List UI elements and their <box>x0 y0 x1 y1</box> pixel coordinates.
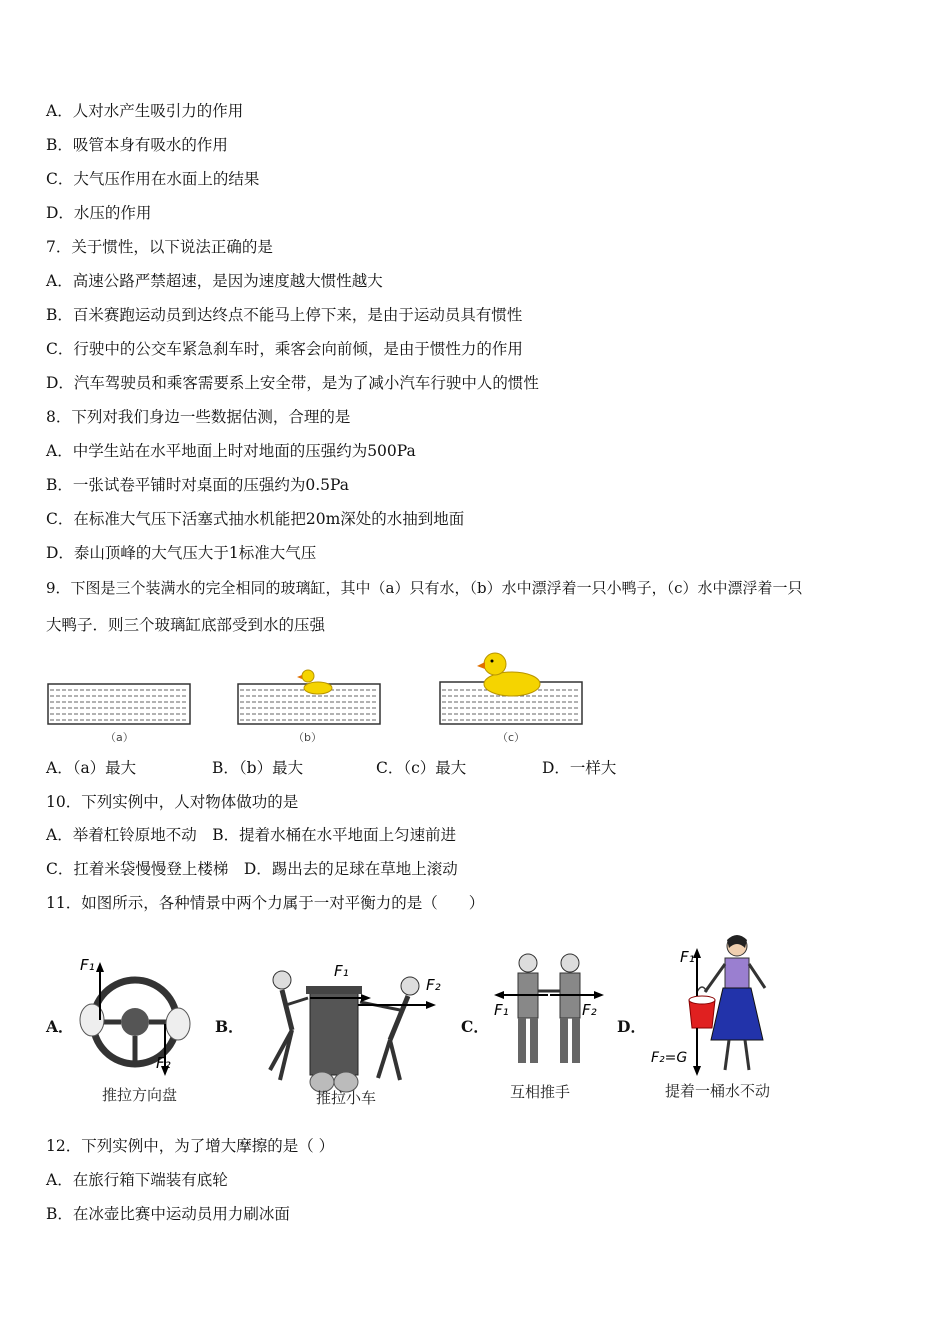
q9-stem-line1: 9．下图是三个装满水的完全相同的玻璃缸，其中（a）只有水，（b）水中漂浮着一只小鸭子，（c）水中漂浮着一只 <box>46 579 803 597</box>
q8-stem: 8．下列对我们身边一些数据估测，合理的是 <box>46 408 351 426</box>
q7-stem: 7．关于惯性，以下说法正确的是 <box>46 238 273 256</box>
fig-label-b: （b） <box>293 731 322 744</box>
bucket-icon <box>689 987 715 1028</box>
q12-option-b: B．在冰壶比赛中运动员用力刷冰面 <box>46 1205 290 1223</box>
q12-option-a: A．在旅行箱下端装有底轮 <box>46 1171 228 1189</box>
q8-option-d: D．泰山顶峰的大气压大于1标准大气压 <box>46 544 317 562</box>
q9-options <box>46 758 746 778</box>
fig-label-c: （c） <box>497 731 526 744</box>
b-force-f2: F₂ <box>426 976 441 994</box>
q11-option-c-letter: C． <box>461 1017 489 1036</box>
fig-label-a: （a） <box>105 731 134 744</box>
right-person-icon <box>560 954 580 1063</box>
q7-option-a: A．高速公路严禁超速，是因为速度越大惯性越大 <box>46 272 383 290</box>
pusher-person-icon <box>270 971 308 1080</box>
q9-stem-line2: 大鸭子．则三个玻璃缸底部受到水的压强 <box>46 616 326 634</box>
q7-option-c: C．行驶中的公交车紧急刹车时，乘客会向前倾，是由于惯性力的作用 <box>46 340 523 358</box>
q10-row2: C．扛着米袋慢慢登上楼梯 D．踢出去的足球在草地上滚动 <box>46 860 458 878</box>
q11-option-a-letter: A． <box>46 1017 74 1036</box>
c-force-f2: F₂ <box>582 1001 597 1019</box>
q6-option-a: A．人对水产生吸引力的作用 <box>46 102 244 120</box>
q12-stem: 12．下列实例中，为了增大摩擦的是（ ） <box>46 1137 335 1155</box>
q11-caption-b: 推拉小车 <box>316 1089 377 1107</box>
q11-caption-d: 提着一桶水不动 <box>665 1082 771 1100</box>
a-force-f1: F₁ <box>80 956 95 974</box>
q10-stem: 10．下列实例中，人对物体做功的是 <box>46 793 299 811</box>
left-person-icon <box>518 954 538 1063</box>
b-force-f1: F₁ <box>334 962 349 980</box>
q7-option-b: B．百米赛跑运动员到达终点不能马上停下来，是由于运动员具有惯性 <box>46 306 523 324</box>
q9-option-c: C．（c）最大 <box>376 759 467 777</box>
d-force-f2: F₂=G <box>651 1050 688 1066</box>
q6-option-b: B．吸管本身有吸水的作用 <box>46 136 228 154</box>
q11-option-b-letter: B． <box>215 1017 244 1036</box>
q11-fig-bucket <box>645 930 785 1105</box>
q10-row1: A．举着杠铃原地不动 B．提着水桶在水平地面上匀速前进 <box>46 826 457 844</box>
q11-stem: 11．如图所示，各种情景中两个力属于一对平衡力的是（ ） <box>46 894 485 912</box>
q6-option-c: C．大气压作用在水面上的结果 <box>46 170 260 188</box>
q11-caption-a: 推拉方向盘 <box>102 1086 178 1104</box>
q7-option-d: D．汽车驾驶员和乘客需要系上安全带，是为了减小汽车行驶中人的惯性 <box>46 374 539 392</box>
d-force-f1: F₁ <box>680 948 695 966</box>
q9-option-d: D．一样大 <box>542 759 617 777</box>
a-force-f2: F₂ <box>156 1054 171 1072</box>
tank-b <box>238 670 380 724</box>
q11-fig-pushing-hands <box>490 945 610 1105</box>
puller-person-icon <box>360 977 419 1080</box>
tank-c <box>440 653 582 724</box>
q9-option-a: A．（a）最大 <box>46 759 137 777</box>
q11-option-d-letter: D． <box>617 1017 646 1036</box>
q9-tanks-figure <box>40 642 600 746</box>
q8-option-b: B．一张试卷平铺时对桌面的压强约为0.5Pa <box>46 476 350 494</box>
q11-fig-cart <box>240 950 450 1110</box>
q11-fig-steering-wheel <box>70 950 200 1110</box>
tank-a <box>48 684 190 724</box>
q9-option-b: B．（b）最大 <box>212 759 304 777</box>
c-force-f1: F₁ <box>494 1001 509 1019</box>
q6-option-d: D．水压的作用 <box>46 204 152 222</box>
q8-option-c: C．在标准大气压下活塞式抽水机能把20m深处的水抽到地面 <box>46 510 465 528</box>
big-duck-icon <box>477 653 540 696</box>
q11-caption-c: 互相推手 <box>510 1083 571 1101</box>
q8-option-a: A．中学生站在水平地面上时对地面的压强约为500Pa <box>46 442 416 460</box>
